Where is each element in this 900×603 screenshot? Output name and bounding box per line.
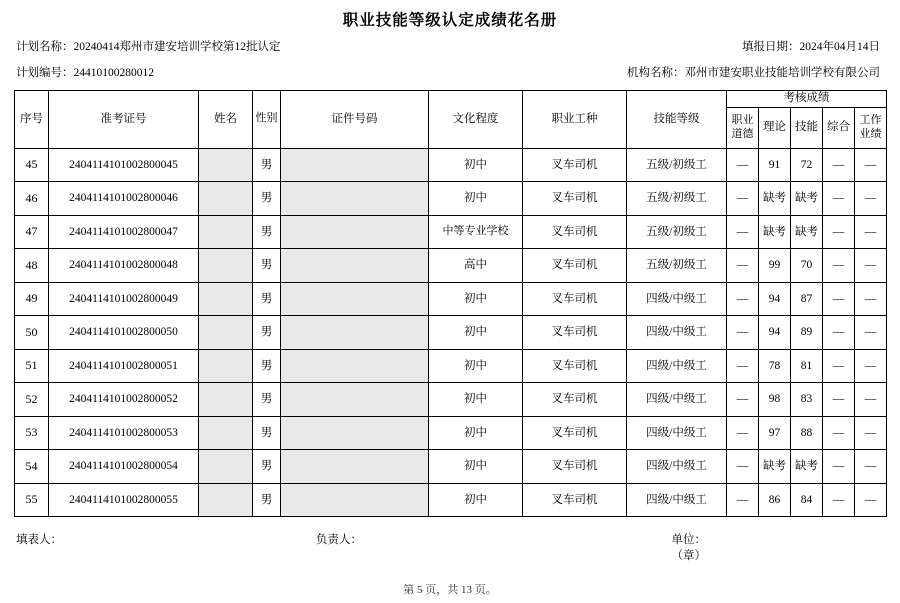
cell-id-no — [281, 249, 429, 283]
cell-occupation: 叉车司机 — [523, 349, 627, 383]
cell-theory: 98 — [759, 383, 791, 417]
header-occupation: 职业工种 — [523, 90, 627, 148]
plan-name-value: 20240414郑州市建安培训学校第12批认定 — [73, 41, 281, 53]
cell-id-no — [281, 282, 429, 316]
cell-level: 四级/中级工 — [627, 282, 727, 316]
header-performance: 工作业绩 — [855, 107, 887, 148]
cell-comprehensive: — — [823, 282, 855, 316]
cell-occupation: 叉车司机 — [523, 416, 627, 450]
cell-ethics: — — [727, 450, 759, 484]
org-name-field — [627, 65, 884, 82]
cell-occupation: 叉车司机 — [523, 282, 627, 316]
cell-id-no — [281, 450, 429, 484]
table-row — [15, 383, 887, 417]
cell-ethics: — — [727, 182, 759, 216]
meta-row-plan — [14, 36, 886, 59]
responsible-label: 负责人： — [316, 534, 362, 546]
cell-comprehensive: — — [823, 148, 855, 182]
cell-occupation: 叉车司机 — [523, 215, 627, 249]
table-row — [15, 349, 887, 383]
cell-level: 四级/中级工 — [627, 450, 727, 484]
plan-no-value: 24410100280012 — [73, 67, 154, 80]
cell-level: 五级/初级工 — [627, 215, 727, 249]
cell-ethics: — — [727, 483, 759, 517]
fill-date-label: 填报日期： — [742, 41, 800, 53]
cell-level: 四级/中级工 — [627, 483, 727, 517]
table-row — [15, 249, 887, 283]
cell-ethics: — — [727, 249, 759, 283]
cell-id-no — [281, 383, 429, 417]
cell-exam-no: 2404114101002800047 — [49, 215, 199, 249]
cell-theory: 94 — [759, 282, 791, 316]
fill-date-field — [742, 39, 884, 56]
signature-row — [14, 517, 886, 563]
cell-skill: 84 — [791, 483, 823, 517]
cell-performance: — — [855, 450, 887, 484]
meta-row-org — [14, 59, 886, 89]
unit-label: 单位：（章） — [671, 534, 706, 562]
cell-name — [199, 383, 253, 417]
header-level: 技能等级 — [627, 90, 727, 148]
page-title: 职业技能等级认定成绩花名册 — [342, 12, 558, 29]
cell-level: 四级/中级工 — [627, 349, 727, 383]
header-theory: 理论 — [759, 107, 791, 148]
cell-seq: 46 — [15, 182, 49, 216]
table-body — [15, 148, 887, 517]
cell-level: 四级/中级工 — [627, 416, 727, 450]
header-education: 文化程度 — [429, 90, 523, 148]
cell-comprehensive: — — [823, 383, 855, 417]
cell-comprehensive: — — [823, 349, 855, 383]
cell-exam-no: 2404114101002800050 — [49, 316, 199, 350]
cell-skill: 70 — [791, 249, 823, 283]
cell-ethics: — — [727, 215, 759, 249]
cell-level: 五级/初级工 — [627, 148, 727, 182]
cell-performance: — — [855, 282, 887, 316]
cell-seq: 55 — [15, 483, 49, 517]
cell-seq: 54 — [15, 450, 49, 484]
cell-name — [199, 450, 253, 484]
cell-occupation: 叉车司机 — [523, 450, 627, 484]
table-head — [15, 90, 887, 148]
cell-skill: 83 — [791, 383, 823, 417]
header-scores-group: 考核成绩 — [727, 90, 887, 107]
cell-seq: 45 — [15, 148, 49, 182]
table-row — [15, 483, 887, 517]
cell-education: 初中 — [429, 483, 523, 517]
cell-ethics: — — [727, 349, 759, 383]
cell-education: 高中 — [429, 249, 523, 283]
cell-skill: 89 — [791, 316, 823, 350]
cell-sex: 男 — [253, 349, 281, 383]
cell-occupation: 叉车司机 — [523, 483, 627, 517]
plan-name-field — [16, 39, 281, 56]
cell-name — [199, 148, 253, 182]
cell-comprehensive: — — [823, 316, 855, 350]
cell-performance: — — [855, 249, 887, 283]
cell-skill: 72 — [791, 148, 823, 182]
table-row — [15, 215, 887, 249]
cell-seq: 53 — [15, 416, 49, 450]
plan-no-field — [16, 65, 154, 82]
cell-comprehensive: — — [823, 483, 855, 517]
header-ethics: 职业道德 — [727, 107, 759, 148]
cell-theory: 97 — [759, 416, 791, 450]
cell-id-no — [281, 182, 429, 216]
cell-sex: 男 — [253, 450, 281, 484]
header-id-no: 证件号码 — [281, 90, 429, 148]
cell-skill: 87 — [791, 282, 823, 316]
cell-comprehensive: — — [823, 249, 855, 283]
cell-performance: — — [855, 416, 887, 450]
roster-table — [14, 90, 887, 518]
cell-exam-no: 2404114101002800045 — [49, 148, 199, 182]
cell-exam-no: 2404114101002800052 — [49, 383, 199, 417]
filler-label: 填表人： — [16, 534, 62, 546]
cell-level: 五级/初级工 — [627, 182, 727, 216]
cell-occupation: 叉车司机 — [523, 182, 627, 216]
cell-id-no — [281, 483, 429, 517]
cell-education: 初中 — [429, 316, 523, 350]
cell-exam-no: 2404114101002800046 — [49, 182, 199, 216]
cell-education: 初中 — [429, 349, 523, 383]
table-row — [15, 450, 887, 484]
cell-seq: 48 — [15, 249, 49, 283]
cell-ethics: — — [727, 416, 759, 450]
cell-name — [199, 182, 253, 216]
table-row — [15, 148, 887, 182]
cell-exam-no: 2404114101002800053 — [49, 416, 199, 450]
cell-exam-no: 2404114101002800055 — [49, 483, 199, 517]
table-row — [15, 282, 887, 316]
plan-name-label: 计划名称： — [16, 41, 74, 53]
org-name-value: 邓州市建安职业技能培训学校有限公司 — [684, 67, 880, 80]
cell-comprehensive: — — [823, 450, 855, 484]
cell-performance: — — [855, 383, 887, 417]
cell-name — [199, 349, 253, 383]
cell-education: 初中 — [429, 450, 523, 484]
cell-sex: 男 — [253, 148, 281, 182]
fill-date-value: 2024年04月14日 — [799, 41, 880, 53]
cell-comprehensive: — — [823, 215, 855, 249]
cell-level: 四级/中级工 — [627, 383, 727, 417]
cell-sex: 男 — [253, 182, 281, 216]
cell-education: 初中 — [429, 282, 523, 316]
cell-theory: 缺考 — [759, 450, 791, 484]
cell-seq: 51 — [15, 349, 49, 383]
cell-ethics: — — [727, 316, 759, 350]
cell-theory: 86 — [759, 483, 791, 517]
cell-id-no — [281, 316, 429, 350]
cell-skill: 88 — [791, 416, 823, 450]
cell-performance: — — [855, 349, 887, 383]
cell-education: 初中 — [429, 148, 523, 182]
cell-name — [199, 215, 253, 249]
cell-id-no — [281, 215, 429, 249]
cell-name — [199, 249, 253, 283]
cell-comprehensive: — — [823, 182, 855, 216]
cell-ethics: — — [727, 282, 759, 316]
org-name-label: 机构名称： — [627, 67, 685, 80]
cell-occupation: 叉车司机 — [523, 249, 627, 283]
cell-id-no — [281, 148, 429, 182]
cell-occupation: 叉车司机 — [523, 383, 627, 417]
header-row-top — [15, 90, 887, 107]
cell-performance: — — [855, 483, 887, 517]
header-seq: 序号 — [15, 90, 49, 148]
cell-exam-no: 2404114101002800051 — [49, 349, 199, 383]
header-skill: 技能 — [791, 107, 823, 148]
cell-exam-no: 2404114101002800048 — [49, 249, 199, 283]
cell-skill: 缺考 — [791, 450, 823, 484]
cell-level: 五级/初级工 — [627, 249, 727, 283]
cell-sex: 男 — [253, 483, 281, 517]
cell-education: 初中 — [429, 182, 523, 216]
table-row — [15, 416, 887, 450]
cell-skill: 81 — [791, 349, 823, 383]
cell-level: 四级/中级工 — [627, 316, 727, 350]
cell-education: 中等专业学校 — [429, 215, 523, 249]
page-indicator: 第 5 页，共 13 页。 — [403, 584, 497, 596]
cell-occupation: 叉车司机 — [523, 316, 627, 350]
cell-id-no — [281, 416, 429, 450]
table-row — [15, 316, 887, 350]
cell-education: 初中 — [429, 383, 523, 417]
cell-seq: 50 — [15, 316, 49, 350]
cell-exam-no: 2404114101002800049 — [49, 282, 199, 316]
cell-theory: 94 — [759, 316, 791, 350]
header-name: 姓名 — [199, 90, 253, 148]
cell-education: 初中 — [429, 416, 523, 450]
cell-name — [199, 416, 253, 450]
cell-performance: — — [855, 215, 887, 249]
cell-sex: 男 — [253, 215, 281, 249]
cell-ethics: — — [727, 148, 759, 182]
cell-theory: 91 — [759, 148, 791, 182]
cell-exam-no: 2404114101002800054 — [49, 450, 199, 484]
cell-sex: 男 — [253, 416, 281, 450]
cell-seq: 49 — [15, 282, 49, 316]
cell-ethics: — — [727, 383, 759, 417]
cell-theory: 78 — [759, 349, 791, 383]
cell-sex: 男 — [253, 249, 281, 283]
header-exam-no: 准考证号 — [49, 90, 199, 148]
cell-theory: 99 — [759, 249, 791, 283]
cell-sex: 男 — [253, 316, 281, 350]
header-comprehensive: 综合 — [823, 107, 855, 148]
cell-comprehensive: — — [823, 416, 855, 450]
cell-name — [199, 282, 253, 316]
cell-name — [199, 483, 253, 517]
cell-skill: 缺考 — [791, 182, 823, 216]
cell-seq: 47 — [15, 215, 49, 249]
cell-theory: 缺考 — [759, 182, 791, 216]
plan-no-label: 计划编号： — [16, 67, 74, 80]
table-row — [15, 182, 887, 216]
cell-performance: — — [855, 316, 887, 350]
cell-performance: — — [855, 148, 887, 182]
cell-seq: 52 — [15, 383, 49, 417]
cell-occupation: 叉车司机 — [523, 148, 627, 182]
cell-skill: 缺考 — [791, 215, 823, 249]
cell-name — [199, 316, 253, 350]
cell-sex: 男 — [253, 383, 281, 417]
cell-id-no — [281, 349, 429, 383]
header-sex: 性别 — [253, 90, 281, 148]
cell-theory: 缺考 — [759, 215, 791, 249]
cell-performance: — — [855, 182, 887, 216]
cell-sex: 男 — [253, 282, 281, 316]
